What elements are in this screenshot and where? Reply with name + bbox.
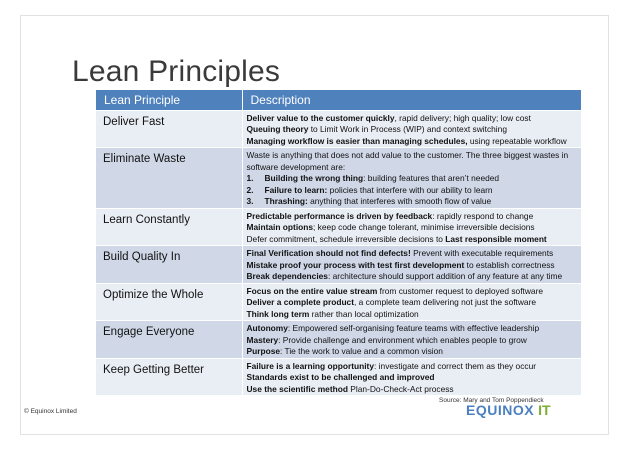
description-line: Purpose: Tie the work to value and a common vision xyxy=(246,346,443,356)
principle-description xyxy=(242,358,581,395)
description-line: Failure is a learning opportunity: investigate and correct them as they occur xyxy=(246,360,537,371)
principle-description xyxy=(242,283,581,321)
description-line: Maintain options; keep code change tolerant, minimise irreversible decisions xyxy=(246,222,535,232)
description-line: Use the scientific method Plan-Do-Check-Act process xyxy=(246,383,454,394)
principle-description xyxy=(242,148,581,209)
description-line: Queuing theory to Limit Work in Process (WIP) and context switching xyxy=(246,124,507,134)
description-line: Managing workflow is easier than managing schedules, using repeatable workflow xyxy=(246,135,567,146)
page-title: Lean Principles xyxy=(72,55,281,88)
logo-name: EQUINOX xyxy=(466,402,535,418)
logo-suffix: IT xyxy=(538,402,551,418)
principle-description xyxy=(242,208,581,246)
principle-name: Eliminate Waste xyxy=(96,148,242,209)
table-header-row xyxy=(96,90,581,110)
principle-description xyxy=(242,246,581,284)
description-line: Think long term rather than local optimization xyxy=(246,308,419,319)
description-line: Autonomy: Empowered self-organising feature teams with effective leadership xyxy=(246,323,540,333)
description-line: Predictable performance is driven by feedback: rapidly respond to change xyxy=(246,210,534,221)
table-row xyxy=(96,148,581,209)
list-item: 2. Failure to learn: policies that interfere with our ability to learn xyxy=(246,184,493,195)
column-header-description: Description xyxy=(242,90,581,110)
principle-name: Engage Everyone xyxy=(96,321,242,359)
description-line: Deliver value to the customer quickly, rapid delivery; high quality; low cost xyxy=(246,112,531,123)
table-row xyxy=(96,208,581,246)
table-row xyxy=(96,246,581,284)
column-header-principle: Lean Principle xyxy=(96,90,242,110)
principle-name: Build Quality In xyxy=(96,246,242,284)
principle-description xyxy=(242,110,581,148)
description-intro: Waste is anything that does not add value to the customer. The three biggest wastes in software development are: xyxy=(246,150,569,172)
description-line: Focus on the entire value stream from customer request to deployed software xyxy=(246,285,544,296)
equinox-logo xyxy=(466,402,551,418)
description-line: Deliver a complete product, a complete team delivering not just the software xyxy=(246,297,537,307)
principles-table xyxy=(96,90,581,395)
table-row xyxy=(96,110,581,148)
principle-name: Optimize the Whole xyxy=(96,283,242,321)
principle-name: Learn Constantly xyxy=(96,208,242,246)
description-line: Defer commitment, schedule irreversible decisions to Last responsible moment xyxy=(246,233,547,244)
description-line: Break dependencies: architecture should support addition of any feature at any time xyxy=(246,271,563,281)
table-row xyxy=(96,283,581,321)
description-line: Mistake proof your process with test first development to establish correctness xyxy=(246,259,555,270)
table-row xyxy=(96,321,581,359)
source-citation: Source: Mary and Tom Poppendieck xyxy=(439,397,544,404)
list-item: 3. Thrashing: anything that interferes with smooth flow of value xyxy=(246,196,492,206)
description-line: Mastery: Provide challenge and environment which enables people to grow xyxy=(246,334,527,345)
principle-description xyxy=(242,321,581,359)
table-row xyxy=(96,358,581,395)
copyright-notice: © Equinox Limited xyxy=(24,408,77,415)
principle-name: Keep Getting Better xyxy=(96,358,242,395)
description-line: Final Verification should not find defects! Prevent with executable requirements xyxy=(246,248,554,258)
description-line: Standards exist to be challenged and improved xyxy=(246,372,435,382)
list-item: 1. Building the wrong thing: building features that aren’t needed xyxy=(246,173,500,183)
principle-name: Deliver Fast xyxy=(96,110,242,148)
